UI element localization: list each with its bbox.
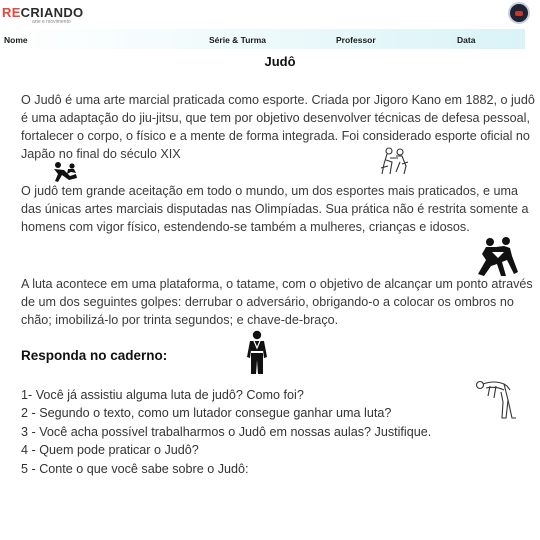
school-badge-icon bbox=[508, 2, 530, 24]
header-data: Data bbox=[457, 35, 476, 45]
judo-sparring-sketch-icon bbox=[378, 144, 410, 178]
questions-heading: Responda no caderno: bbox=[21, 348, 168, 363]
header-serie-turma: Série & Turma bbox=[209, 35, 267, 45]
judoka-bowing-icon bbox=[474, 376, 518, 422]
header-professor: Professor bbox=[336, 35, 376, 45]
logo-re: RE bbox=[2, 5, 21, 20]
logo-wordmark bbox=[2, 6, 82, 19]
judoka-standing-icon bbox=[243, 330, 271, 378]
judo-fighters-silhouette-icon bbox=[474, 236, 520, 278]
paragraph-3: A luta acontece em uma plataforma, o tatame, com o objetivo de alcançar um ponto através de um dos seguintes golpes: derrubar o adversário, obrigando-o a colocar os ombros no chão; imobilizá-lo por trinta segundos; e chave-de-braço. bbox=[21, 277, 533, 327]
question-item: 1- Você já assistiu alguma luta de judô? Como foi? bbox=[21, 388, 304, 402]
logo-criando: CRIANDO bbox=[20, 5, 84, 20]
question-item: 3 - Você acha possível trabalharmos o Judô em nossas aulas? Justifique. bbox=[21, 425, 432, 439]
logo-tagline: arte e movimento bbox=[32, 19, 71, 25]
judo-throw-icon bbox=[50, 160, 80, 186]
paragraph-1: O Judô é uma arte marcial praticada como esporte. Criada por Jigoro Kano em 1882, o judô é uma adaptação do jiu-jitsu, que tem por objetivo desenvolver técnicas de defesa pessoal, fortalecer o corpo, o físico e a mente de forma integrada. Foi considerado esporte oficial no Japão no final do século XIX bbox=[21, 93, 535, 161]
question-item: 5 - Conte o que você sabe sobre o Judô: bbox=[21, 462, 249, 476]
page-title: Judô bbox=[264, 54, 296, 69]
question-item: 4 - Quem pode praticar o Judô? bbox=[21, 443, 199, 457]
recriando-logo bbox=[2, 6, 82, 28]
paragraph-2: O judô tem grande aceitação em todo o mundo, um dos esportes mais praticados, e uma das únicas artes marciais disputadas nas Olimpíadas. Sua prática não é restrita somente a homens com vigor físico, estendendo-se também a mulheres, crianças e idosos. bbox=[21, 184, 529, 234]
header-nome: Nome bbox=[4, 35, 28, 45]
question-item: 2 - Segundo o texto, como um lutador consegue ganhar uma luta? bbox=[21, 406, 392, 420]
